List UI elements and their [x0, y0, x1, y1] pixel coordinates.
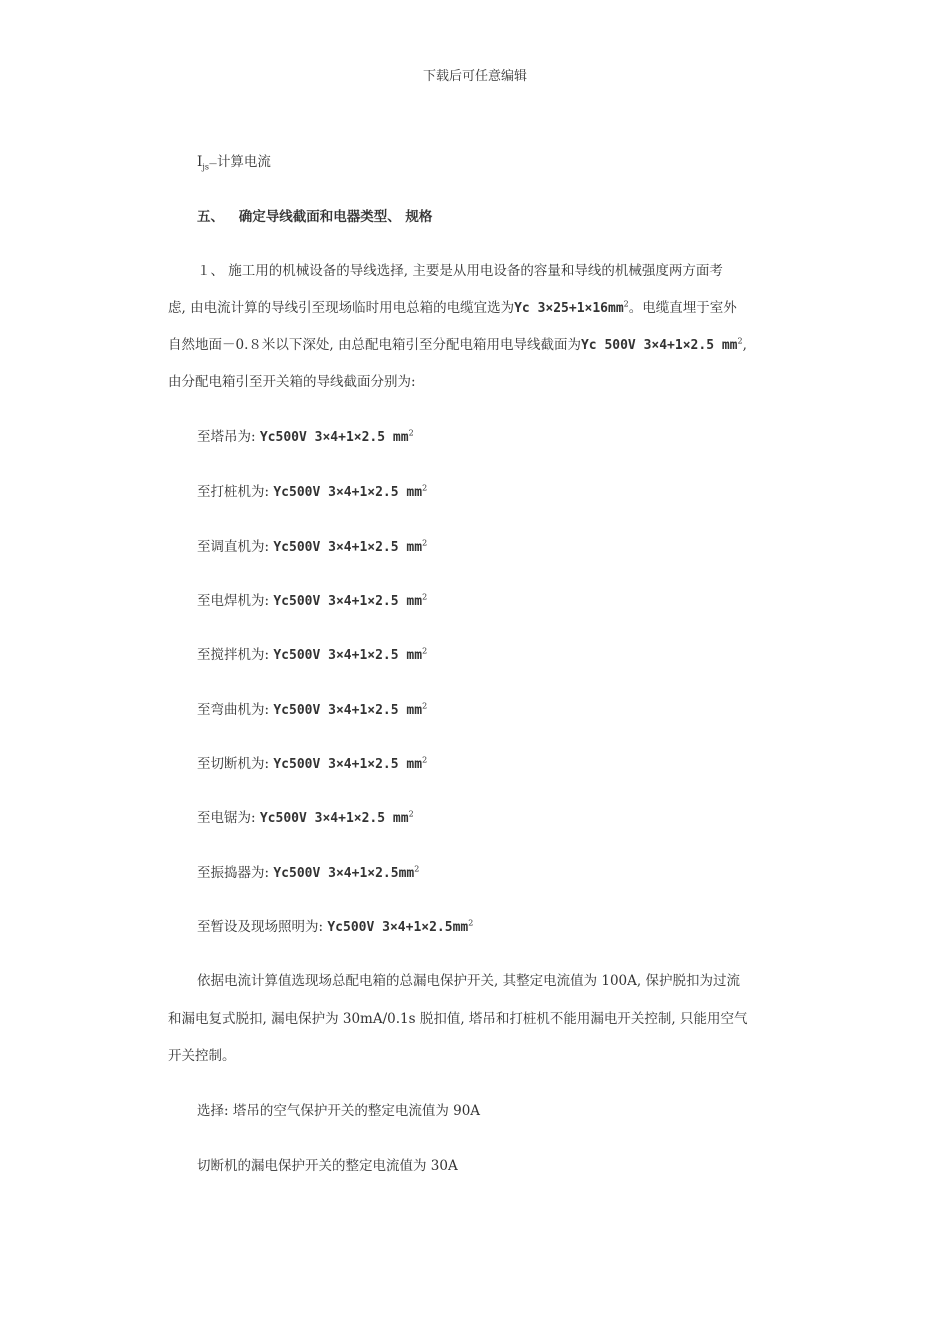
distribution-cable-spec: Yc 500V 3×4+1×2.5 mm: [580, 338, 738, 353]
para1-line4: 由分配电箱引至开关箱的导线截面分别为:: [168, 374, 416, 390]
equipment-item: [197, 535, 427, 555]
equipment-spec: Yc500V 3×4+1×2.5 mm: [273, 757, 423, 772]
equipment-label: 至暂设及现场照明为:: [197, 919, 324, 935]
equipment-spec: Yc500V 3×4+1×2.5 mm: [273, 594, 423, 609]
para1-line1: １、 施工用的机械设备的导线选择, 主要是从用电设备的容量和导线的机械强度两方面考: [197, 263, 723, 279]
equipment-item: [197, 643, 427, 663]
equipment-spec: Yc500V 3×4+1×2.5 mm: [273, 540, 423, 555]
equipment-item: [197, 589, 427, 609]
para2-line3: 开关控制。: [168, 1048, 236, 1064]
equipment-label: 至调直机为:: [197, 539, 270, 555]
equipment-spec: Yc500V 3×4+1×2.5mm: [273, 866, 415, 881]
page-header: 下载后可任意编辑: [422, 69, 527, 84]
equipment-sup: 2: [422, 755, 428, 765]
equipment-label: 至电焊机为:: [197, 593, 270, 609]
equipment-item: [197, 861, 419, 881]
equipment-label: 至打桩机为:: [197, 484, 270, 500]
current-symbol: I: [197, 154, 203, 170]
distribution-cable-sup: 2: [737, 336, 743, 346]
equipment-sup: 2: [408, 428, 414, 438]
equipment-sup: 2: [422, 701, 428, 711]
current-dash: —: [208, 159, 217, 168]
equipment-label: 至振捣器为:: [197, 865, 270, 881]
section-title: 确定导线截面和电器类型、 规格: [238, 209, 433, 225]
equipment-label: 至塔吊为:: [197, 429, 256, 445]
para1-line2-post: 。电缆直埋于室外: [628, 300, 737, 316]
section-heading: [197, 205, 432, 225]
equipment-label: 至弯曲机为:: [197, 702, 270, 718]
main-cable-sup: 2: [623, 299, 629, 309]
equipment-sup: 2: [414, 864, 420, 874]
equipment-sup: 2: [422, 483, 428, 493]
equipment-sup: 2: [422, 646, 428, 656]
equipment-label: 至电锯为:: [197, 810, 256, 826]
equipment-item: [197, 480, 427, 500]
para1-line2-pre: 虑, 由电流计算的导线引至现场临时用电总箱的电缆宜选为: [168, 300, 515, 316]
para1-line3-pre: 自然地面－0.８米以下深处, 由总配电箱引至分配电箱用电导线截面为: [168, 337, 581, 353]
current-definition: [197, 150, 271, 170]
equipment-sup: 2: [422, 538, 428, 548]
para1-line3: [168, 333, 747, 353]
equipment-sup: 2: [422, 592, 428, 602]
equipment-spec: Yc500V 3×4+1×2.5 mm: [273, 485, 423, 500]
para2-line1: 依据电流计算值选现场总配电箱的总漏电保护开关, 其整定电流值为 100A, 保护脱扣为过流: [197, 973, 740, 989]
section-number: 五、: [197, 209, 224, 225]
equipment-spec: Yc500V 3×4+1×2.5 mm: [273, 703, 423, 718]
equipment-spec: Yc500V 3×4+1×2.5 mm: [259, 811, 409, 826]
selection-line-1: 选择: 塔吊的空气保护开关的整定电流值为 90A: [197, 1103, 481, 1119]
selection-line-2: 切断机的漏电保护开关的整定电流值为 30A: [197, 1158, 458, 1174]
equipment-item: [197, 915, 473, 935]
equipment-spec: Yc500V 3×4+1×2.5 mm: [259, 430, 409, 445]
para2-line2: 和漏电复式脱扣, 漏电保护为 30mA/0.1s 脱扣值, 塔吊和打桩机不能用漏电开关控制, 只能用空气: [168, 1011, 748, 1027]
equipment-sup: 2: [408, 809, 414, 819]
equipment-item: [197, 752, 427, 772]
equipment-sup: 2: [468, 918, 474, 928]
main-cable-spec: Yc 3×25+1×16mm: [514, 301, 624, 316]
equipment-spec: Yc500V 3×4+1×2.5mm: [327, 920, 469, 935]
current-text: 计算电流: [216, 154, 271, 170]
equipment-item: [197, 806, 414, 826]
equipment-label: 至搅拌机为:: [197, 647, 270, 663]
para1-line2: [168, 296, 737, 316]
para1-line3-post: ,: [742, 337, 747, 353]
equipment-item: [197, 425, 414, 445]
equipment-item: [197, 698, 427, 718]
current-subscript: js: [202, 162, 209, 172]
equipment-label: 至切断机为:: [197, 756, 270, 772]
equipment-spec: Yc500V 3×4+1×2.5 mm: [273, 648, 423, 663]
